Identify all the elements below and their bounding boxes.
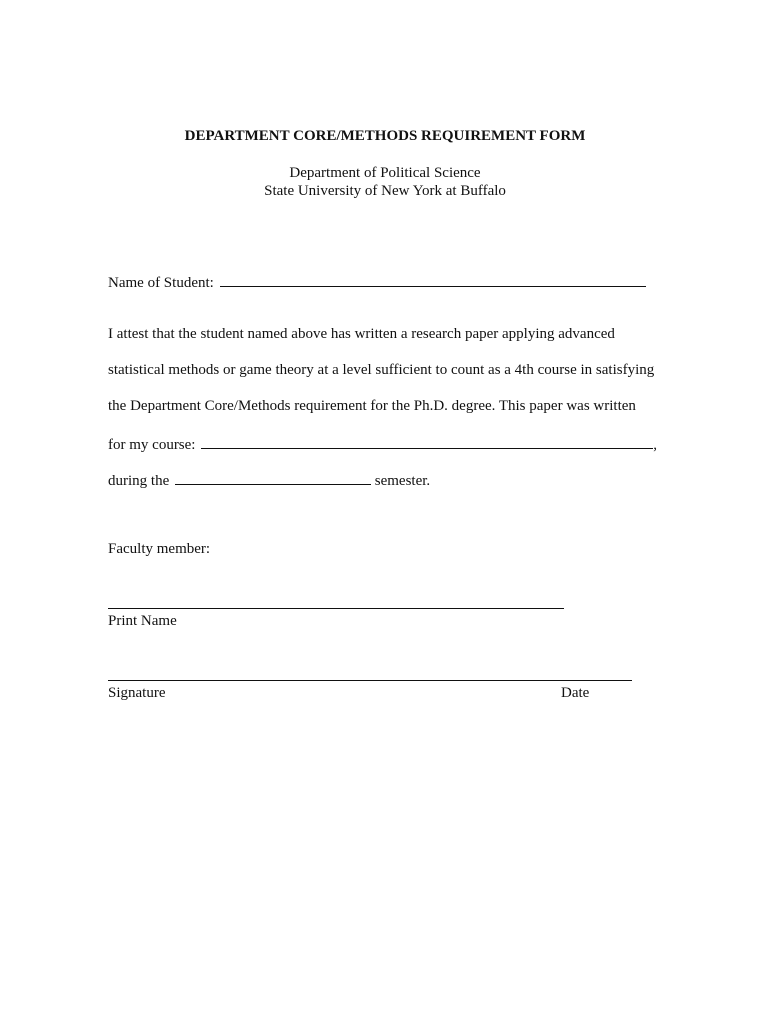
semester-row — [108, 470, 430, 490]
university-name: State University of New York at Buffalo — [264, 183, 506, 199]
semester-field[interactable] — [175, 470, 371, 485]
course-row — [108, 434, 657, 454]
print-name-field[interactable] — [108, 608, 564, 609]
date-label: Date — [561, 685, 590, 701]
signature-label: Signature — [108, 685, 166, 701]
course-label: for my course: — [108, 437, 196, 453]
attest-line-1: I attest that the student named above has written a research paper applying advanced — [108, 326, 615, 342]
course-field[interactable] — [201, 434, 653, 449]
student-name-label: Name of Student: — [108, 275, 214, 291]
student-name-field[interactable] — [220, 272, 646, 287]
attest-line-3: the Department Core/Methods requirement for the Ph.D. degree. This paper was written — [108, 398, 636, 414]
attest-line-2: statistical methods or game theory at a level sufficient to count as a 4th course in satisfying — [108, 362, 655, 378]
form-title: DEPARTMENT CORE/METHODS REQUIREMENT FORM — [184, 128, 586, 144]
department-name: Department of Political Science — [289, 165, 481, 181]
print-name-label: Print Name — [108, 613, 177, 629]
student-name-row — [108, 272, 646, 292]
signature-date-field[interactable] — [108, 680, 632, 681]
faculty-member-label: Faculty member: — [108, 541, 211, 557]
during-label: during the — [108, 473, 170, 489]
course-suffix: , — [653, 437, 657, 453]
semester-suffix: semester. — [374, 473, 431, 489]
